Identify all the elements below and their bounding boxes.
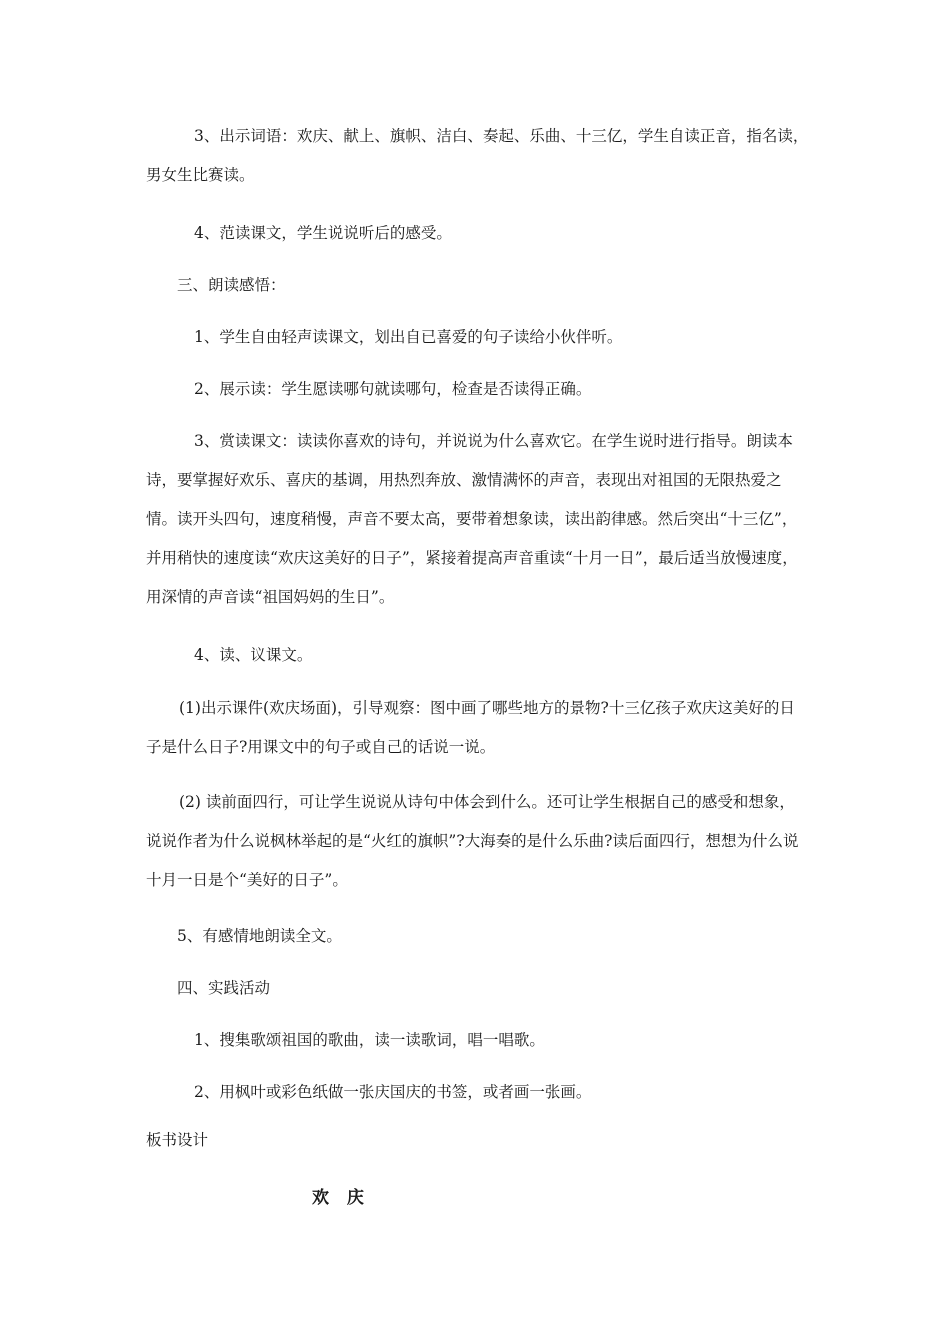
paragraph-step-4-discussion: 4、读、议课文。: [194, 646, 313, 664]
section-heading-reading: 三、朗读感悟：: [177, 276, 286, 294]
section-heading-practice: 四、实践活动: [177, 979, 271, 997]
paragraph-item-2-first-lines: (2) 读前面四行，可让学生说说从诗句中体会到什么。还可让学生根据自己的感受和想象，说说作者为什么说枫林举起的是“火红的旗帜”?大海奏的是什么乐曲?读后面四行，想想为什么说十月一日是个“美好的日子”。: [146, 793, 799, 889]
paragraph-step-3-appreciation: 3、赏读课文：读读你喜欢的诗句，并说说为什么喜欢它。在学生说时进行指导。朗读本诗，要掌握好欢乐、喜庆的基调，用热烈奔放、激情满怀的声音，表现出对祖国的无限热爱之情。读开头四句，速度稍慢，声音不要太高，要带着想象读，读出韵律感。然后突出“十三亿”，并用稍快的速度读“欢庆这美好的日子”，紧接着提高声音重读“十月一日”，最后适当放慢速度，用深情的声音读“祖国妈妈的生日”。: [146, 432, 798, 606]
board-design-label: 板书设计: [146, 1131, 209, 1149]
board-design-title: 欢 庆: [312, 1188, 370, 1208]
paragraph-item-1-courseware: (1)出示课件(欢庆场面)，引导观察：图中画了哪些地方的景物?十三亿孩子欢庆这美好的日子是什么日子?用课文中的句子或自己的话说一说。: [146, 699, 795, 756]
paragraph-step-4-model-reading: 4、范读课文，学生说说听后的感受。: [194, 224, 452, 242]
paragraph-practice-1-songs: 1、搜集歌颂祖国的歌曲，读一读歌词，唱一唱歌。: [194, 1031, 545, 1049]
paragraph-practice-2-bookmark: 2、用枫叶或彩色纸做一张庆国庆的书签，或者画一张画。: [194, 1083, 592, 1101]
paragraph-step-2-show-reading: 2、展示读：学生愿读哪句就读哪句，检查是否读得正确。: [194, 380, 592, 398]
paragraph-step-3-words: 3、出示词语：欢庆、献上、旗帜、洁白、奏起、乐曲、十三亿，学生自读正音，指名读，男女生比赛读。: [146, 127, 809, 184]
paragraph-step-1-free-reading: 1、学生自由轻声读课文，划出自已喜爱的句子读给小伙伴听。: [194, 328, 623, 346]
paragraph-step-5-full-reading: 5、有感情地朗读全文。: [177, 927, 342, 945]
